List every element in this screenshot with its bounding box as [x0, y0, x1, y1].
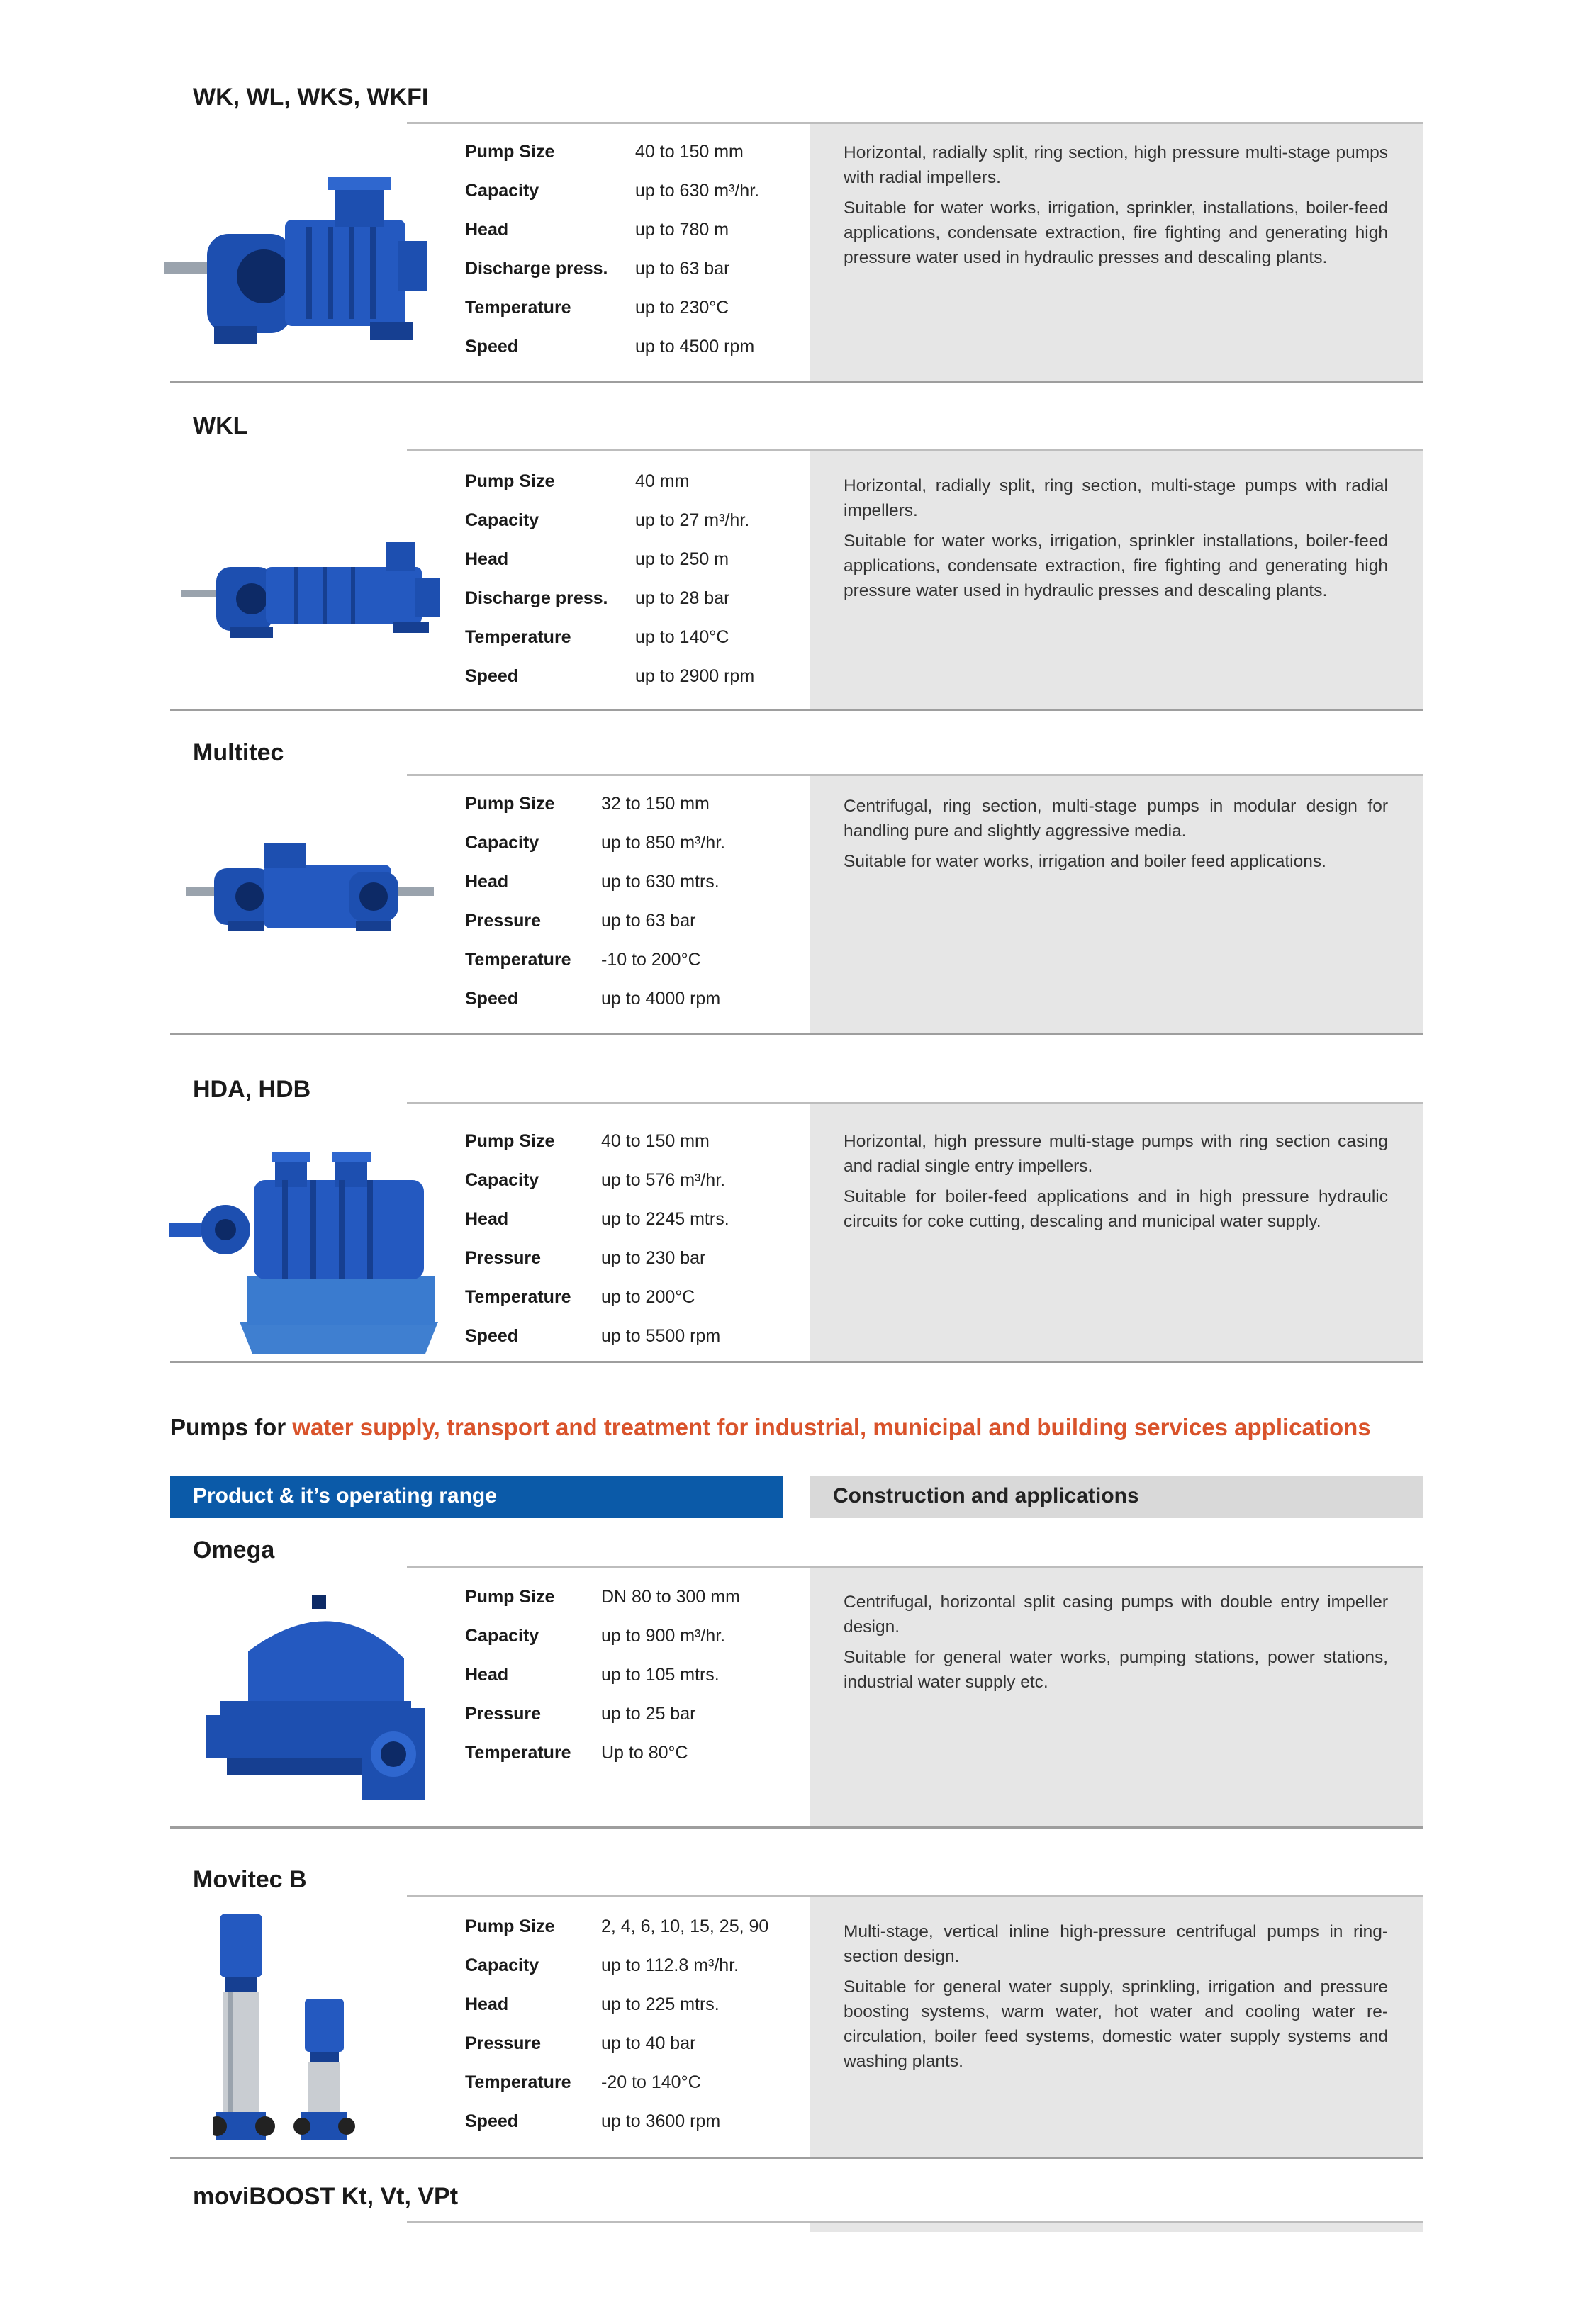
- product-title: moviBOOST Kt, Vt, VPt: [193, 2183, 459, 2210]
- spec-value: up to 4500 rpm: [635, 337, 755, 357]
- spec-label: Head: [465, 549, 509, 569]
- spec-row: [465, 181, 798, 209]
- divider: [170, 1361, 1423, 1363]
- spec-value: up to 28 bar: [635, 588, 730, 608]
- product-title: HDA, HDB: [193, 1076, 311, 1103]
- spec-value: up to 63 bar: [635, 259, 730, 279]
- spec-label: Head: [465, 1994, 509, 2014]
- spec-value: 32 to 150 mm: [601, 794, 710, 814]
- pump-image: [164, 177, 448, 354]
- pump-image: [206, 1595, 440, 1807]
- pump-image: [169, 1152, 445, 1354]
- spec-label: Pump Size: [465, 142, 555, 162]
- description: [844, 1919, 1388, 2079]
- heading-highlight: water supply, transport and treatment for industrial, municipal and building services applications: [292, 1414, 1371, 1440]
- spec-label: Capacity: [465, 510, 539, 530]
- spec-value: up to 4000 rpm: [601, 989, 721, 1009]
- spec-value: 40 to 150 mm: [635, 142, 744, 162]
- spec-row: [465, 2033, 798, 2062]
- spec-row: [465, 298, 798, 326]
- spec-label: Temperature: [465, 1287, 571, 1307]
- description-text: Suitable for general water works, pumping stations, power stations, industrial water supply etc.: [844, 1648, 1388, 1692]
- spec-label: Speed: [465, 2111, 519, 2131]
- description-text: Multi-stage, vertical inline high-pressure centrifugal pumps in ring-section design.: [844, 1922, 1388, 1966]
- spec-row: [465, 1955, 798, 1984]
- spec-row: [465, 1665, 798, 1693]
- spec-label: Temperature: [465, 1743, 571, 1763]
- spec-value: -20 to 140°C: [601, 2072, 701, 2092]
- spec-row: [465, 794, 798, 822]
- description-text: Centrifugal, horizontal split casing pumps with double entry impeller design.: [844, 1593, 1388, 1637]
- description-text: Suitable for boiler-feed applications and in high pressure hydraulic circuits for coke cutting, descaling and municipal water supply.: [844, 1187, 1388, 1231]
- spec-value: up to 40 bar: [601, 2033, 696, 2053]
- spec-value: up to 5500 rpm: [601, 1326, 721, 1346]
- divider: [170, 2157, 1423, 2159]
- spec-value: up to 105 mtrs.: [601, 1665, 720, 1685]
- spec-value: 40 mm: [635, 471, 690, 491]
- spec-row: [465, 142, 798, 170]
- spec-value: up to 230°C: [635, 298, 729, 318]
- spec-label: Head: [465, 220, 509, 240]
- spec-value: 40 to 150 mm: [601, 1131, 710, 1151]
- heading-prefix: Pumps for: [170, 1414, 293, 1440]
- spec-label: Pump Size: [465, 1131, 555, 1151]
- spec-value: up to 230 bar: [601, 1248, 706, 1268]
- spec-row: [465, 259, 798, 287]
- spec-label: Capacity: [465, 1170, 539, 1190]
- spec-label: Head: [465, 1665, 509, 1685]
- spec-row: [465, 1326, 798, 1354]
- spec-value: Up to 80°C: [601, 1743, 688, 1763]
- spec-label: Pressure: [465, 2033, 542, 2053]
- description-text: Suitable for water works, irrigation, sprinkler installations, boiler-feed applications, condensate extraction, fire fighting and generating high pressure water used in hydraulic presses and descaling plants.: [844, 532, 1388, 600]
- spec-label: Temperature: [465, 2072, 571, 2092]
- divider: [170, 1826, 1423, 1829]
- description-text: Horizontal, high pressure multi-stage pumps with ring section casing and radial single entry impellers.: [844, 1132, 1388, 1176]
- spec-row: [465, 2111, 798, 2140]
- description-text: Centrifugal, ring section, multi-stage pumps in modular design for handling pure and slightly aggressive media.: [844, 797, 1388, 841]
- spec-row: [465, 1743, 798, 1771]
- spec-value: up to 900 m³/hr.: [601, 1626, 726, 1646]
- pump-image: [213, 1914, 369, 2148]
- divider: [170, 709, 1423, 711]
- product-title: Multitec: [193, 739, 284, 766]
- spec-label: Capacity: [465, 1955, 539, 1975]
- spec-row: [465, 911, 798, 939]
- spec-row: [465, 1170, 798, 1199]
- spec-label: Pump Size: [465, 471, 555, 491]
- description: [844, 473, 1388, 609]
- spec-row: [465, 471, 798, 500]
- table-header-right: [810, 1476, 1423, 1518]
- spec-label: Pressure: [465, 1248, 542, 1268]
- spec-value: up to 630 m³/hr.: [635, 181, 760, 201]
- spec-label: Pressure: [465, 911, 542, 931]
- spec-value: up to 63 bar: [601, 911, 696, 931]
- pump-image: [186, 843, 441, 946]
- header-label: Construction and applications: [833, 1484, 1139, 1508]
- spec-value: up to 3600 rpm: [601, 2111, 721, 2131]
- spec-value: up to 850 m³/hr.: [601, 833, 726, 853]
- spec-row: [465, 2072, 798, 2101]
- spec-label: Capacity: [465, 833, 539, 853]
- spec-value: up to 140°C: [635, 627, 729, 647]
- spec-row: [465, 666, 798, 695]
- spec-row: [465, 872, 798, 900]
- spec-row: [465, 549, 798, 578]
- description: [844, 1129, 1388, 1240]
- description-text: Suitable for water works, irrigation and boiler feed applications.: [844, 852, 1326, 871]
- spec-row: [465, 1287, 798, 1315]
- spec-label: Speed: [465, 989, 519, 1009]
- spec-row: [465, 510, 798, 539]
- spec-label: Discharge press.: [465, 588, 608, 608]
- product-title: Movitec B: [193, 1866, 307, 1893]
- description-text: Horizontal, radially split, ring section, high pressure multi-stage pumps with radial impellers.: [844, 143, 1388, 187]
- spec-value: up to 576 m³/hr.: [601, 1170, 726, 1190]
- spec-row: [465, 220, 798, 248]
- spec-label: Temperature: [465, 298, 571, 318]
- description-text: Suitable for water works, irrigation, sprinkler, installations, boiler-feed applications, condensate extraction, fire fighting and generating high pressure water used in hydraulic presses and descaling plants.: [844, 198, 1388, 267]
- description: [844, 794, 1388, 880]
- spec-label: Speed: [465, 666, 519, 686]
- spec-value: up to 200°C: [601, 1287, 695, 1307]
- spec-value: up to 112.8 m³/hr.: [601, 1955, 739, 1975]
- description-text: Suitable for general water supply, sprinkling, irrigation and pressure boosting systems, warm water, hot water and cooling water re-circulation, boiler feed systems, domestic water supply systems and washing plants.: [844, 1977, 1388, 2071]
- divider: [170, 381, 1423, 383]
- spec-value: up to 780 m: [635, 220, 729, 240]
- spec-row: [465, 1704, 798, 1732]
- table-header-left: [170, 1476, 783, 1518]
- spec-row: [465, 1209, 798, 1237]
- spec-row: [465, 1626, 798, 1654]
- product-title: Omega: [193, 1537, 275, 1564]
- spec-label: Pressure: [465, 1704, 542, 1724]
- spec-value: up to 27 m³/hr.: [635, 510, 750, 530]
- spec-label: Speed: [465, 337, 519, 357]
- divider: [170, 1033, 1423, 1035]
- spec-value: up to 225 mtrs.: [601, 1994, 720, 2014]
- spec-label: Temperature: [465, 950, 571, 970]
- spec-value: DN 80 to 300 mm: [601, 1587, 740, 1607]
- pump-image: [181, 539, 450, 645]
- spec-label: Temperature: [465, 627, 571, 647]
- spec-value: -10 to 200°C: [601, 950, 701, 970]
- section-heading: [170, 1414, 1371, 1441]
- spec-value: up to 2245 mtrs.: [601, 1209, 729, 1229]
- spec-value: up to 2900 rpm: [635, 666, 755, 686]
- spec-row: [465, 1916, 798, 1945]
- spec-row: [465, 1994, 798, 2023]
- spec-row: [465, 1131, 798, 1160]
- spec-row: [465, 1587, 798, 1615]
- spec-row: [465, 627, 798, 656]
- spec-label: Speed: [465, 1326, 519, 1346]
- spec-row: [465, 1248, 798, 1276]
- spec-value: 2, 4, 6, 10, 15, 25, 90: [601, 1916, 769, 1936]
- spec-value: up to 250 m: [635, 549, 729, 569]
- spec-label: Pump Size: [465, 1916, 555, 1936]
- header-label: Product & it’s operating range: [193, 1484, 497, 1508]
- spec-value: up to 630 mtrs.: [601, 872, 720, 892]
- spec-row: [465, 833, 798, 861]
- spec-value: up to 25 bar: [601, 1704, 696, 1724]
- description-panel: [810, 2223, 1423, 2232]
- spec-label: Pump Size: [465, 1587, 555, 1607]
- spec-label: Pump Size: [465, 794, 555, 814]
- spec-row: [465, 337, 798, 365]
- spec-label: Capacity: [465, 1626, 539, 1646]
- spec-label: Head: [465, 1209, 509, 1229]
- product-title: WKL: [193, 412, 248, 439]
- spec-label: Capacity: [465, 181, 539, 201]
- spec-label: Head: [465, 872, 509, 892]
- spec-row: [465, 588, 798, 617]
- description-text: Horizontal, radially split, ring section, multi-stage pumps with radial impellers.: [844, 476, 1388, 520]
- description: [844, 1590, 1388, 1700]
- spec-row: [465, 950, 798, 978]
- description: [844, 140, 1388, 276]
- product-title: WK, WL, WKS, WKFI: [193, 84, 429, 111]
- spec-row: [465, 989, 798, 1017]
- spec-label: Discharge press.: [465, 259, 608, 279]
